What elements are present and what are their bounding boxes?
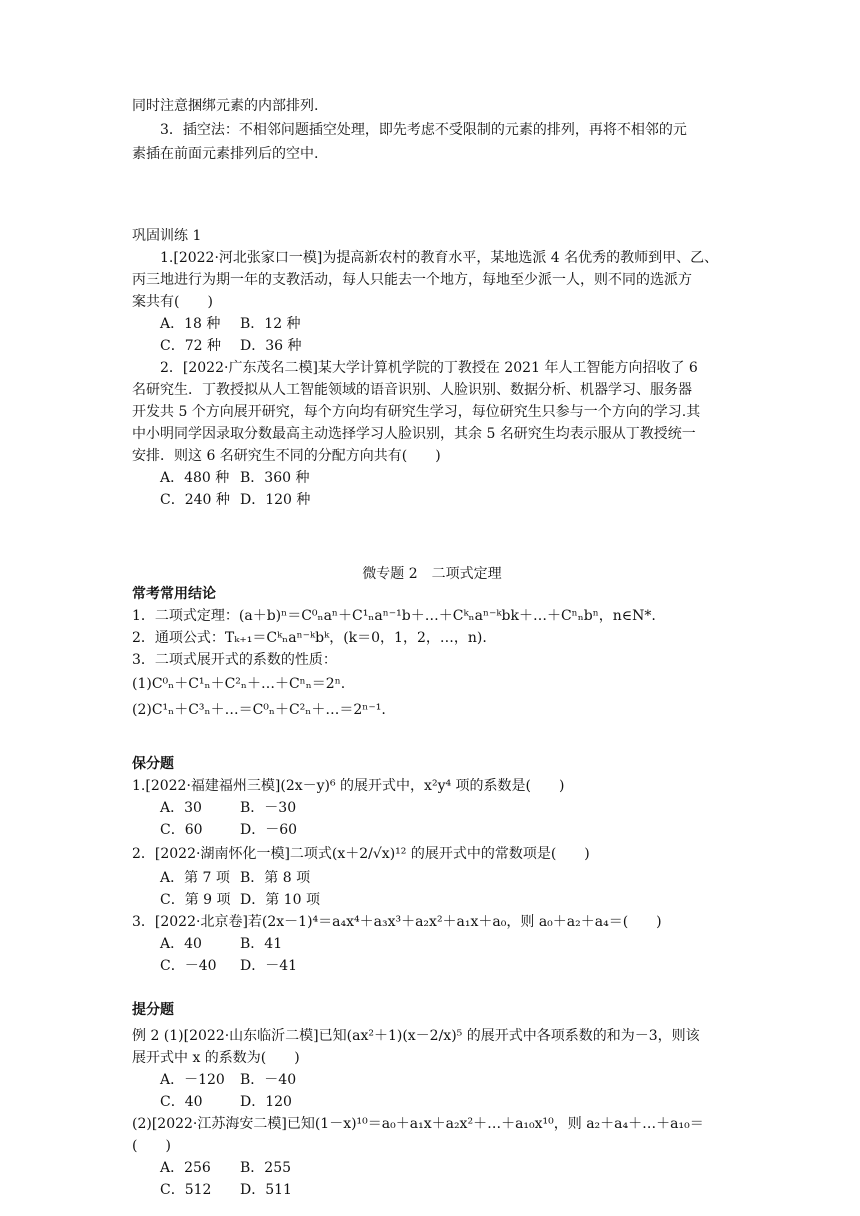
option-b: B．第 8 项 (240, 870, 311, 886)
advanced-ex1-line-1: 例 2 (1)[2022·山东临沂二模]已知(ax²＋1)(x－2/x)⁵ 的展开式中各项系数的和为－3，则该 (132, 1028, 700, 1044)
option-b: B．12 种 (240, 316, 301, 332)
basic-q1-options-row-1 (132, 798, 732, 818)
option-a: A．480 种 (160, 470, 230, 486)
basic-q2-options-row-2 (132, 890, 732, 910)
topic-conclusion-3a: (1)C⁰ₙ＋C¹ₙ＋C²ₙ＋…＋Cⁿₙ＝2ⁿ. (132, 676, 346, 692)
option-d: D．511 (240, 1182, 292, 1198)
topic-conclusions-heading: 常考常用结论 (132, 586, 216, 602)
topic-title: 微专题 2 二项式定理 (362, 566, 502, 582)
option-a: A．40 (160, 936, 202, 952)
drill-q1-line-1: 1.[2022·河北张家口一模]为提高新农村的教育水平，某地选派 4 名优秀的教师到甲、乙、 (160, 250, 719, 266)
option-d: D．120 (240, 1094, 292, 1110)
option-b: B．360 种 (240, 470, 310, 486)
option-c: C．第 9 项 (160, 892, 231, 908)
option-c: C．240 种 (160, 492, 230, 508)
topic-conclusion-1: 1．二项式定理：(a＋b)ⁿ＝C⁰ₙaⁿ＋C¹ₙaⁿ⁻¹b＋…＋Cᵏₙaⁿ⁻ᵏbk＋…＋Cⁿₙbⁿ，n∈N*. (132, 608, 656, 624)
option-a: A．256 (160, 1160, 211, 1176)
topic-conclusion-2: 2．通项公式：Tₖ₊₁＝Cᵏₙaⁿ⁻ᵏbᵏ，(k＝0，1，2，…，n). (132, 630, 487, 646)
drill-title: 巩固训练 1 (132, 228, 202, 244)
option-c: C．512 (160, 1182, 212, 1198)
option-a: A．18 种 (160, 316, 221, 332)
option-c: C．72 种 (160, 338, 221, 354)
drill-q2-line-2: 名研究生．丁教授拟从人工智能领域的语音识别、人脸识别、数据分析、机器学习、服务器 (132, 382, 692, 398)
basic-q2-stem: 2．[2022·湖南怀化一模]二项式(x＋2/√x)¹² 的展开式中的常数项是( ) (132, 846, 590, 862)
drill-q2-line-4: 中小明同学因录取分数最高主动选择学习人脸识别，其余 5 名研究生均表示服从丁教授统一 (132, 426, 696, 442)
drill-q1-line-2: 丙三地进行为期一年的支教活动，每人只能去一个地方，每地至少派一人，则不同的选派方 (132, 272, 692, 288)
option-c: C．60 (160, 822, 203, 838)
intro-line-2: 3．插空法：不相邻问题插空处理，即先考虑不受限制的元素的排列，再将不相邻的元 (160, 122, 687, 138)
drill-q2-line-5: 安排．则这 6 名研究生不同的分配方向共有( ) (132, 448, 441, 464)
intro-line-3: 素插在前面元素排列后的空中. (132, 146, 319, 162)
option-d: D．120 种 (240, 492, 311, 508)
advanced-ex1-line-2: 展开式中 x 的系数为( ) (132, 1050, 300, 1066)
option-a: A．第 7 项 (160, 870, 230, 886)
advanced-ex2-options-row-2 (132, 1180, 732, 1200)
option-d: D．－41 (240, 958, 298, 974)
option-b: B．255 (240, 1160, 292, 1176)
option-b: B．41 (240, 936, 283, 952)
advanced-section-title: 提分题 (132, 1002, 174, 1018)
drill-q2-line-1: 2．[2022·广东茂名二模]某大学计算机学院的丁教授在 2021 年人工智能方向招收了 6 (160, 360, 698, 376)
basic-q3-options-row-2 (132, 956, 732, 976)
topic-conclusion-3b: (2)C¹ₙ＋C³ₙ＋…＝C⁰ₙ＋C²ₙ＋…＝2ⁿ⁻¹. (132, 702, 386, 718)
drill-q2-line-3: 开发共 5 个方向展开研究，每个方向均有研究生学习，每位研究生只参与一个方向的学习.其 (132, 404, 701, 420)
option-b: B．－40 (240, 1072, 297, 1088)
advanced-ex1-options-row-2 (132, 1092, 732, 1112)
intro-line-1: 同时注意捆绑元素的内部排列. (132, 98, 319, 114)
document-page (132, 96, 732, 1200)
option-b: B．－30 (240, 800, 297, 816)
option-d: D．－60 (240, 822, 298, 838)
drill-q1-line-3: 案共有( ) (132, 294, 213, 310)
drill-q1-options-row-1 (132, 314, 732, 334)
option-c: C．40 (160, 1094, 203, 1110)
drill-q2-options-row-1 (132, 468, 732, 488)
basic-q2-options-row-1 (132, 868, 732, 888)
option-a: A．－120 (160, 1072, 225, 1088)
topic-conclusion-3: 3．二项式展开式的系数的性质： (132, 652, 337, 668)
advanced-ex1-options-row-1 (132, 1070, 732, 1090)
drill-q1-options-row-2 (132, 336, 732, 356)
basic-q3-stem: 3．[2022·北京卷]若(2x－1)⁴＝a₄x⁴＋a₃x³＋a₂x²＋a₁x＋a₀，则 a₀＋a₂＋a₄＝( ) (132, 914, 662, 930)
advanced-ex2-options-row-1 (132, 1158, 732, 1178)
option-d: D．第 10 项 (240, 892, 320, 908)
option-a: A．30 (160, 800, 202, 816)
option-c: C．－40 (160, 958, 217, 974)
drill-q2-options-row-2 (132, 490, 732, 510)
basic-section-title: 保分题 (132, 756, 174, 772)
advanced-ex2-line-2: ( ) (132, 1138, 171, 1154)
basic-q1-options-row-2 (132, 820, 732, 840)
option-d: D．36 种 (240, 338, 302, 354)
basic-q3-options-row-1 (132, 934, 732, 954)
advanced-ex2-line-1: (2)[2022·江苏海安二模]已知(1－x)¹⁰＝a₀＋a₁x＋a₂x²＋…＋a₁₀x¹⁰，则 a₂＋a₄＋…＋a₁₀＝ (132, 1116, 704, 1132)
basic-q1-stem: 1.[2022·福建福州三模](2x－y)⁶ 的展开式中，x²y⁴ 项的系数是( ) (132, 778, 565, 794)
